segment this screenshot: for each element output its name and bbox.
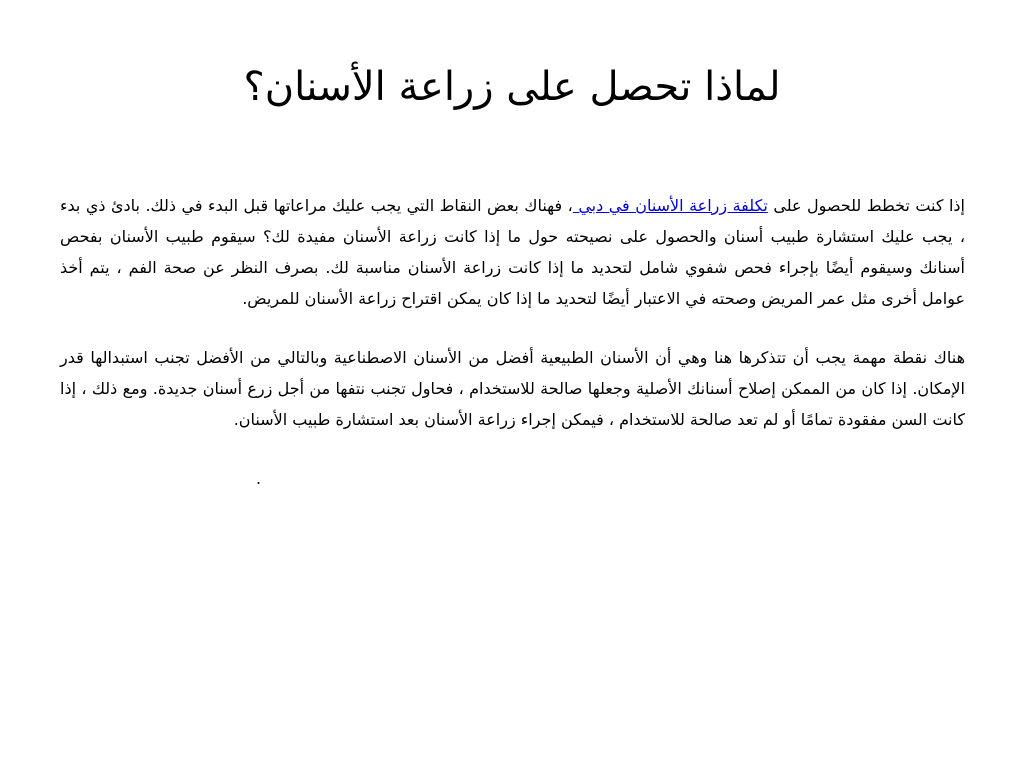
slide-title: لماذا تحصل على زراعة الأسنان؟ [243, 64, 781, 110]
slide-content [60, 190, 965, 522]
paragraph-1-intro: إذا كنت تخطط للحصول على [767, 196, 965, 215]
paragraph-1 [60, 190, 965, 314]
paragraph-2: هناك نقطة مهمة يجب أن تتذكرها هنا وهي أن الأسنان الطبيعية أفضل من الأسنان الاصطناعية وبالتالي من الأفضل تجنب استبدالها قدر الإمكان. إذا كان من الممكن إصلاح أسنانك الأصلية وجعلها صالحة للاستخدام ، فحاول تجنب نتفها من أجل زرع أسنان جديدة. ومع ذلك ، إذا كانت السن مفقودة تمامًا أو لم تعد صالحة للاستخدام ، فيمكن إجراء زراعة الأسنان بعد استشارة طبيب الأسنان. [60, 348, 965, 429]
dental-implant-cost-link[interactable]: تكلفة زراعة الأسنان في دبي [572, 196, 768, 215]
trailing-dot: . [256, 469, 262, 488]
paragraph-1-body: ، فهناك بعض النقاط التي يجب عليك مراعاتها قبل البدء في ذلك. بادئ ذي بدء ، يجب عليك استشارة طبيب أسنان والحصول على نصيحته حول ما إذا كانت زراعة الأسنان مفيدة لك؟ سيقوم طبيب الأسنان بفحص أسنانك وسيقوم أيضًا بإجراء فحص شفوي شامل لتحديد ما إذا كانت زراعة الأسنان مناسبة لك. بصرف النظر عن صحة الفم ، يتم أخذ عوامل أخرى مثل عمر المريض وصحته في الاعتبار أيضًا لتحديد ما إذا كان يمكن اقتراح زراعة الأسنان للمريض. [60, 196, 965, 308]
